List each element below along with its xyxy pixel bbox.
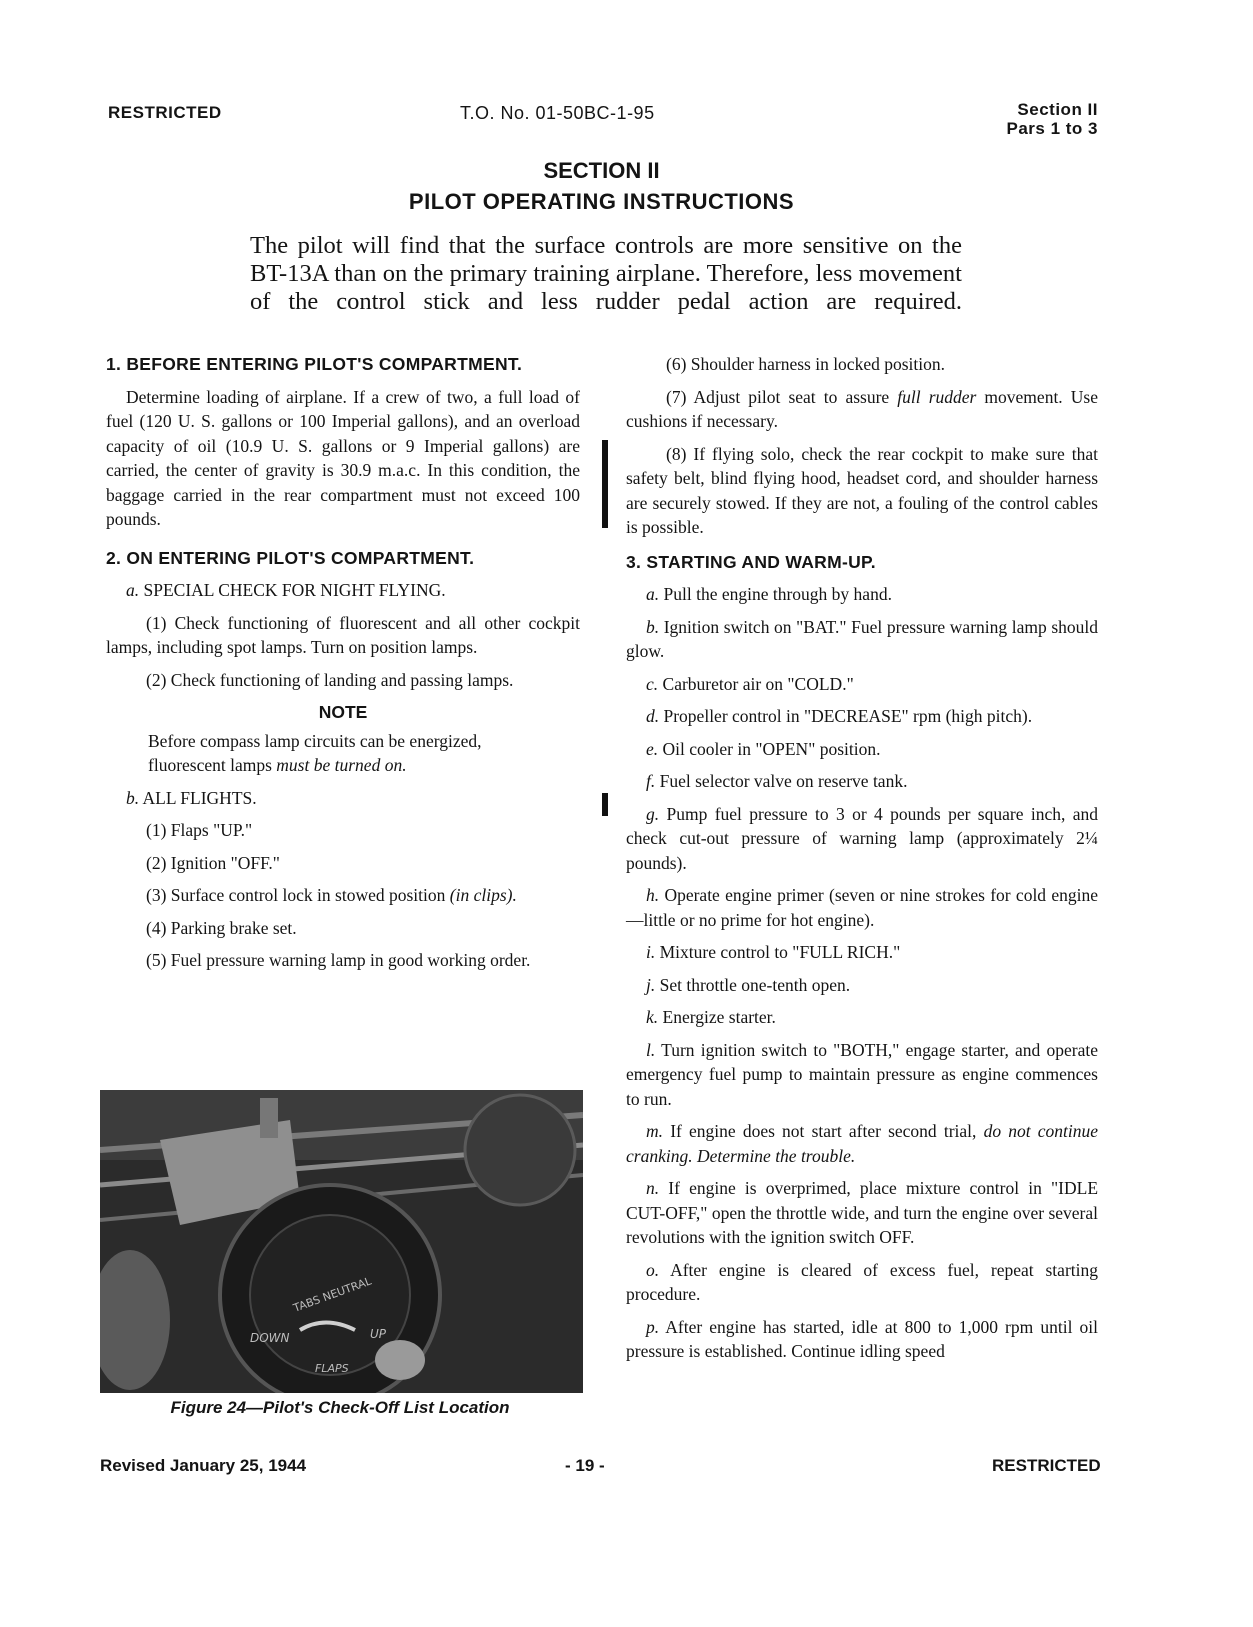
starting-item — [626, 769, 1098, 794]
item-m-text: If engine does not start after second trial, — [670, 1121, 984, 1141]
starting-item — [626, 973, 1098, 998]
flight-item-1: (1) Flaps "UP." — [146, 820, 253, 840]
header-restricted: RESTRICTED — [108, 103, 222, 122]
starting-item-letter: a. — [646, 584, 660, 604]
note-text: Before compass lamp circuits can be energized, fluorescent lamps — [148, 730, 482, 775]
down-label: DOWN — [250, 1331, 290, 1345]
loading-paragraph: Determine loading of airplane. If a crew of two, a full load of fuel (120 U. S. gallons or 100 Imperial gallons), and an overload capacity of oil (10.9 U. S. gallons or 9 Imperial gallons) are carried, the center of gravity is 30.9 m.a.c. In this condition, the baggage carried in the rear compartment must not exceed 100 pounds. — [106, 386, 580, 529]
starting-item — [626, 883, 1098, 932]
document-number: T.O. No. 01-50BC-1-95 — [460, 103, 655, 123]
intro-paragraph: The pilot will find that the surface controls are more sensitive on the BT-13A than on the primary training airplane. Therefore, less movement of the control stick and less rudder pedal action are required. — [250, 232, 962, 315]
note-body — [106, 729, 580, 778]
flight-item-3-emphasis: (in clips). — [449, 885, 517, 905]
seat-adjust-text-end: movement. Use cushions if necessary. — [626, 386, 1098, 431]
item-letter-o: o. — [646, 1259, 660, 1280]
starting-items — [626, 582, 1098, 1111]
heading-before-entering: 1. BEFORE ENTERING PILOT'S COMPARTMENT. — [106, 354, 523, 374]
starting-item-letter: c. — [646, 673, 659, 694]
right-column — [626, 352, 1098, 1372]
item-letter-n: n. — [646, 1178, 660, 1198]
flight-item-4: (4) Parking brake set. — [146, 917, 297, 938]
up-label: UP — [370, 1327, 387, 1341]
solo-check-item: (8) If flying solo, check the rear cockpit to make sure that safety belt, blind flying hood, headset cord, and shoulder harness are securely stowed. If they are not, a fouling of the control cables is possible. — [626, 443, 1098, 537]
footer-restricted: RESTRICTED — [992, 1456, 1101, 1475]
starting-item-text: Propeller control in "DECREASE" rpm (high pitch). — [663, 706, 1033, 726]
starting-item-text: Fuel selector valve on reserve tank. — [659, 771, 908, 791]
section-label: Section II — [1017, 100, 1098, 119]
section-title: SECTION II — [543, 158, 660, 183]
starting-item-text: Operate engine primer (seven or nine strokes for cold engine—little or no prime for hot engine). — [626, 885, 1099, 930]
revision-bar-2 — [602, 793, 608, 816]
all-flights-heading: ALL FLIGHTS. — [142, 787, 257, 808]
page-number: - 19 - — [565, 1456, 605, 1475]
starting-item-letter: j. — [646, 974, 656, 995]
flight-item-3 — [106, 883, 580, 908]
starting-item-text: Ignition switch on "BAT." Fuel pressure warning lamp should glow. — [626, 616, 1098, 661]
starting-item — [626, 1005, 1098, 1030]
item-m-emphasis: do not continue cranking. Determine the trouble. — [626, 1121, 1099, 1166]
figure-caption: Figure 24—Pilot's Check-Off List Location — [170, 1398, 510, 1417]
starting-item-text: Oil cooler in "OPEN" position. — [662, 738, 881, 759]
tabs-neutral-label: TABS NEUTRAL — [291, 1274, 374, 1315]
item-letter-m: m. — [646, 1121, 664, 1141]
night-item-1: (1) Check functioning of fluorescent and all other cockpit lamps, including spot lamps. Turn on position lamps. — [106, 612, 580, 657]
item-o-text: After engine is cleared of excess fuel, repeat starting procedure. — [626, 1259, 1098, 1304]
starting-item-letter: k. — [646, 1007, 659, 1027]
starting-item — [626, 737, 1098, 762]
starting-item-letter: f. — [646, 771, 656, 791]
item-p-text: After engine has started, idle at 800 to 1,000 rpm until oil pressure is established. Continue idling speed — [626, 1316, 1098, 1361]
starting-item-text: Carburetor air on "COLD." — [662, 673, 854, 694]
starting-item — [626, 615, 1098, 664]
item-letter-p: p. — [646, 1316, 660, 1337]
paragraphs-label: Pars 1 to 3 — [1006, 119, 1098, 138]
starting-item-letter: h. — [646, 885, 660, 905]
flaps-label: FLAPS — [315, 1362, 349, 1375]
heading-starting-warmup: 3. STARTING AND WARM-UP. — [626, 551, 876, 572]
starting-item-letter: i. — [646, 942, 656, 962]
starting-item — [626, 672, 1098, 697]
seat-adjust-item — [626, 385, 1098, 434]
item-letter-a: a. — [126, 580, 140, 600]
flight-item-3-text: (3) Surface control lock in stowed position — [146, 885, 450, 905]
shoulder-harness-item: (6) Shoulder harness in locked position. — [666, 354, 945, 374]
revision-date: Revised January 25, 1944 — [100, 1456, 307, 1475]
starting-item-text: Mixture control to "FULL RICH." — [659, 942, 901, 962]
note-heading: NOTE — [318, 702, 368, 722]
seat-adjust-text: (7) Adjust pilot seat to assure — [666, 386, 898, 407]
note-emphasis: must be turned on. — [276, 755, 407, 775]
section-reference — [980, 100, 1098, 138]
starting-item-letter: l. — [646, 1039, 656, 1060]
starting-item — [626, 704, 1098, 729]
starting-item — [626, 940, 1098, 965]
starting-item-text: Pump fuel pressure to 3 or 4 pounds per square inch, and check cut-out pressure of warning lamp (approximately 2¼ pounds). — [626, 803, 1098, 873]
starting-item-letter: g. — [646, 803, 660, 824]
revision-bar-1 — [602, 440, 608, 528]
heading-on-entering: 2. ON ENTERING PILOT'S COMPARTMENT. — [106, 547, 475, 568]
starting-item-letter: b. — [646, 616, 660, 637]
item-letter-b: b. — [126, 787, 140, 808]
starting-item-text: Turn ignition switch to "BOTH," engage starter, and operate emergency fuel pump to maintain pressure as engine commences to run. — [626, 1039, 1098, 1109]
cockpit-photo — [100, 1090, 583, 1393]
seat-adjust-emphasis: full rudder — [897, 386, 977, 407]
starting-item — [626, 582, 1098, 607]
item-n-text: If engine is overprimed, place mixture control in "IDLE CUT-OFF," open the throttle wide, and turn the engine over several revolutions with the ignition switch OFF. — [626, 1178, 1099, 1247]
starting-item-text: Set throttle one-tenth open. — [659, 974, 851, 995]
starting-item-text: Pull the engine through by hand. — [663, 584, 892, 604]
flight-item-5: (5) Fuel pressure warning lamp in good working order. — [146, 950, 531, 970]
starting-item — [626, 802, 1098, 876]
flight-item-2: (2) Ignition "OFF." — [146, 852, 280, 873]
left-column — [106, 352, 580, 981]
starting-item — [626, 1038, 1098, 1112]
cockpit-photo-illustration — [100, 1090, 583, 1393]
night-item-2: (2) Check functioning of landing and passing lamps. — [146, 669, 514, 690]
starting-item-letter: d. — [646, 706, 660, 726]
starting-item-letter: e. — [646, 738, 659, 759]
section-subtitle: PILOT OPERATING INSTRUCTIONS — [408, 189, 795, 214]
starting-item-text: Energize starter. — [662, 1007, 776, 1027]
night-flying-check: SPECIAL CHECK FOR NIGHT FLYING. — [143, 580, 446, 600]
